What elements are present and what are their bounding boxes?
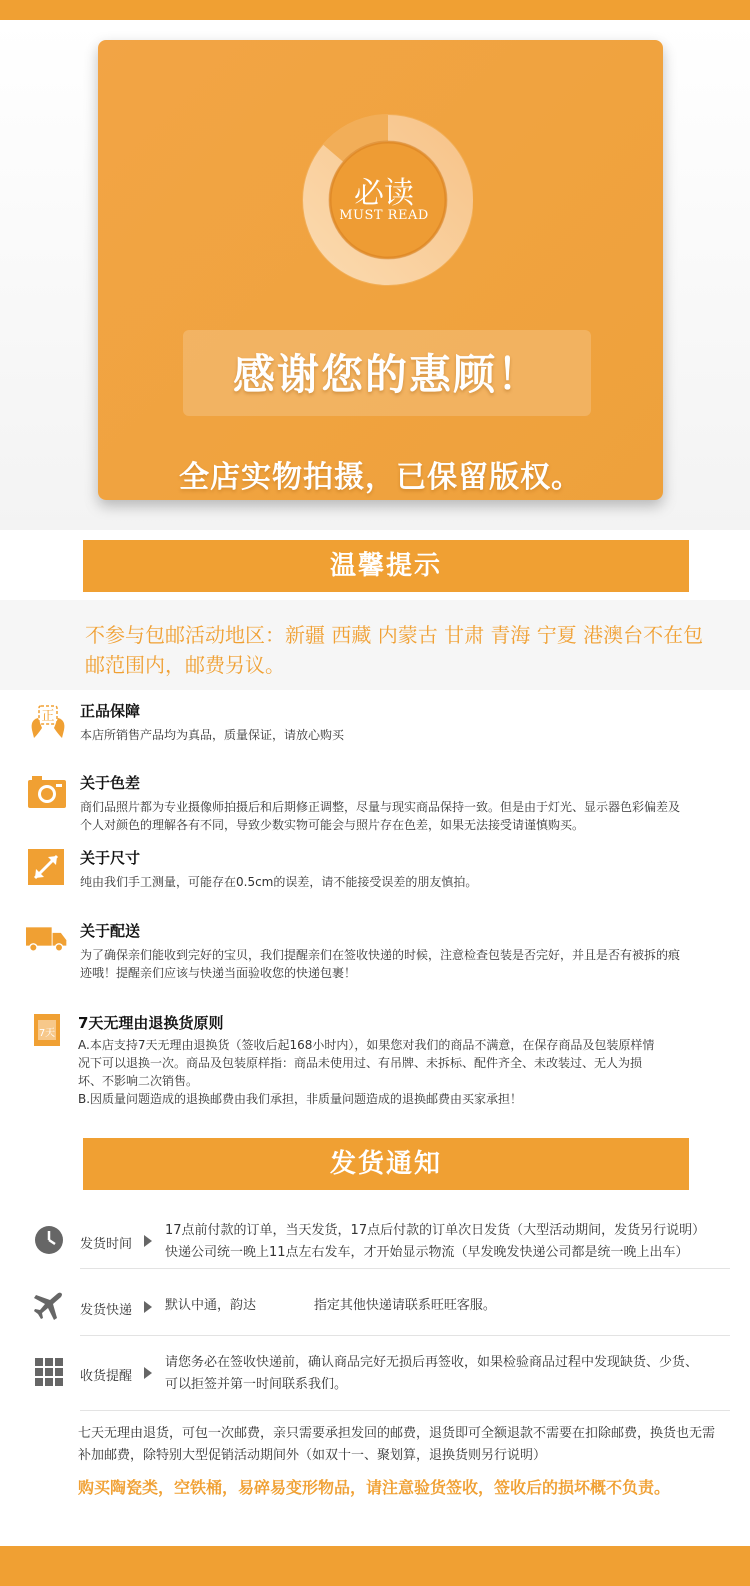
shipping-banner: 发货通知 (83, 1138, 689, 1190)
return-policy-b: B.因质量问题造成的退换邮费由我们承担，非质量问题造成的退换邮费由买家承担！ (78, 1092, 523, 1106)
bottom-accent-bar (0, 1546, 750, 1586)
fragile-warning: 购买陶瓷类，空铁桶，易碎易变形物品，请注意验货签收，签收后的损坏概不负责。 (78, 1478, 671, 1497)
divider (80, 1268, 730, 1269)
ship-row-text (165, 1220, 725, 1264)
grid-icon (33, 1356, 65, 1388)
must-read-subtitle: MUST READ (339, 208, 429, 223)
arrow-right-icon (144, 1301, 152, 1313)
tip-description: 商们品照片都为专业摄像师拍摄后和后期修正调整，尽量与现实商品保持一致。但是由于灯光、显示器色彩偏差及个人对颜色的理解各有不同，导致少数实物可能会与照片存在色差，如果无法接受请谨慎购买。 (80, 800, 681, 832)
ship-row-text (165, 1352, 725, 1396)
tip-description: 为了确保亲们能收到完好的宝贝，我们提醒亲们在签收快递的时候，注意检查包装是否完好，并且是否有被拆的痕迹哦！提醒亲们应该与快递当面验收您的快递包裹！ (80, 948, 681, 980)
return-policy-a: A.本店支持7天无理由退换货（签收后起168小时内），如果您对我们的商品不满意，在保存商品及包装原样情况下可以退换一次。商品及包装原样指：商品未使用过、有吊牌、未拆标、配件齐全、未改装过、无人为损坏、不影响二次销售。 (78, 1038, 655, 1088)
tip-description: 纯由我们手工测量，可能存在0.5cm的误差，请不能接受误差的朋友慎拍。 (80, 875, 478, 889)
truck-icon (26, 920, 70, 964)
tip-title: 7天无理由退换货原则 (78, 1014, 224, 1032)
clock-icon (33, 1224, 65, 1256)
top-accent-bar (0, 0, 750, 20)
seven-day-icon-text: 7天 (38, 1028, 56, 1039)
arrow-right-icon (144, 1367, 152, 1379)
tip-description (78, 1036, 658, 1108)
camera-icon (26, 772, 70, 816)
reminder-line-2: 可以拒签并第一时间联系我们。 (165, 1377, 348, 1392)
divider (80, 1410, 730, 1411)
ship-time-line-1: 17点前付款的订单，当天发货，17点后付款的订单次日发货（大型活动期间，发货另行说明） (165, 1223, 706, 1238)
hero-card (98, 40, 663, 500)
thanks-heading: 感谢您的惠顾！ (232, 350, 541, 399)
seven-day-icon (26, 1012, 70, 1056)
ship-row-label: 发货时间 (80, 1237, 133, 1252)
genuine-icon (26, 700, 70, 744)
shipping-exclusion-notice: 不参与包邮活动地区：新疆 西藏 内蒙古 甘肃 青海 宁夏 港澳台不在包邮范围内，邮费另议。 (85, 623, 704, 677)
return-shipping-note: 七天无理由退货，可包一次邮费，亲只需要承担发回的邮费，退货即可全额退款不需要在扣除邮费，换货也无需补加邮费，除特别大型促销活动期间外（如双十一、聚划算，退换货则另行说明） (78, 1426, 716, 1463)
copyright-notice: 全店实物拍摄，已保留版权。 (179, 460, 582, 495)
tip-title: 关于配送 (80, 922, 141, 940)
must-read-title: 必读 (354, 176, 414, 211)
ship-row-text: 默认中通，韵达 指定其他快递请联系旺旺客服。 (165, 1298, 496, 1313)
tip-description: 本店所销售产品均为真品，质量保证，请放心购买 (80, 728, 345, 742)
ship-row-label: 收货提醒 (80, 1369, 133, 1384)
tips-banner: 温馨提示 (83, 540, 689, 592)
ship-row-label: 发货快递 (80, 1303, 133, 1318)
airplane-icon (33, 1290, 65, 1322)
tip-title: 关于尺寸 (80, 849, 141, 867)
resize-icon (26, 847, 70, 891)
genuine-icon-text: 正 (41, 709, 55, 724)
tip-title: 正品保障 (80, 702, 141, 720)
reminder-line-1: 请您务必在签收快递前，确认商品完好无损后再签收，如果检验商品过程中发现缺货、少货、 (165, 1355, 699, 1370)
ship-time-line-2: 快递公司统一晚上11点左右发车，才开始显示物流（早发晚发快递公司都是统一晚上出车） (165, 1245, 689, 1260)
arrow-right-icon (144, 1235, 152, 1247)
divider (80, 1335, 730, 1336)
tip-title: 关于色差 (80, 774, 141, 792)
